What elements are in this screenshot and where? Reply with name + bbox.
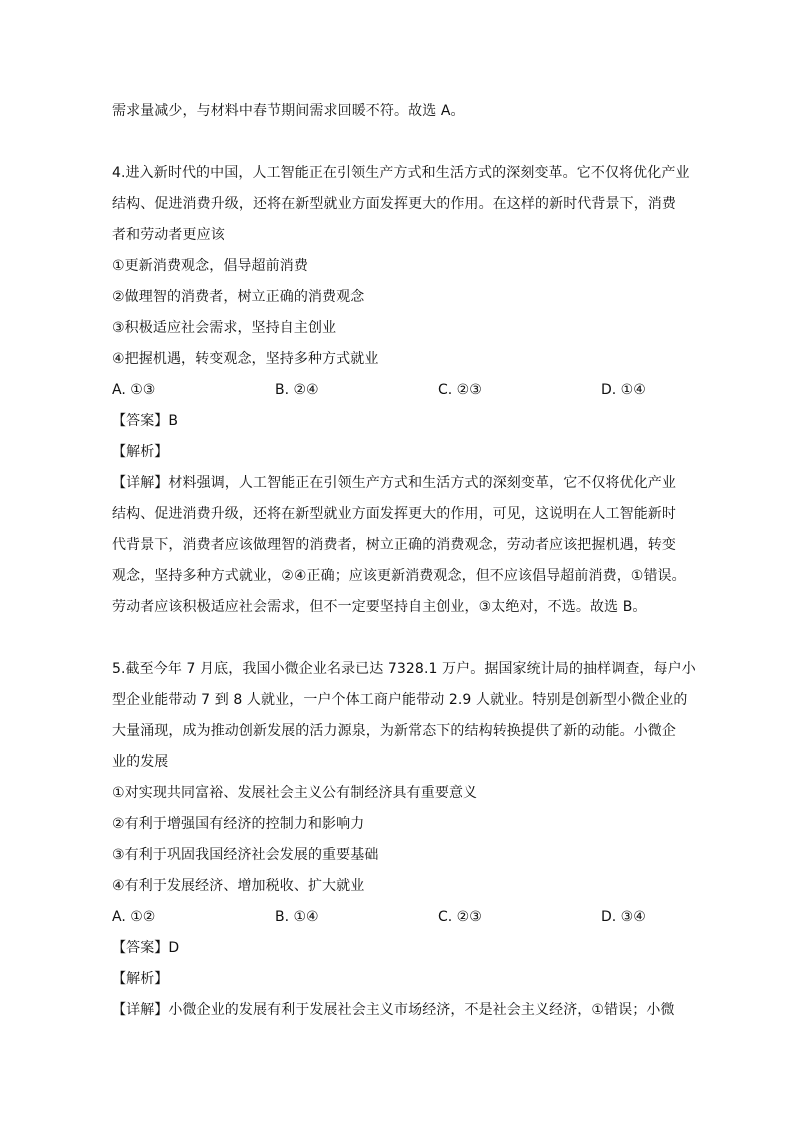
question-4-answer: 【答案】B (112, 413, 179, 429)
question-4 (112, 158, 690, 623)
question-5 (112, 654, 696, 1026)
question-4-detail-line-3: 代背景下，消费者应该做理智的消费者，树立正确的消费观念，劳动者应该把握机遇，转变 (112, 537, 676, 553)
question-5-statement-4: ④有利于发展经济、增加税收、扩大就业 (112, 878, 365, 894)
question-5-option-d: D. ③④ (601, 909, 646, 925)
question-4-stem-line-2: 结构、促进消费升级，还将在新型就业方面发挥更大的作用。在这样的新时代背景下，消费 (112, 196, 676, 212)
question-4-analysis-label: 【解析】 (112, 444, 169, 460)
question-4-detail-line-4: 观念，坚持多种方式就业，②④正确；应该更新消费观念，但不应该倡导超前消费，①错误。 (112, 568, 686, 584)
previous-answer-tail: 需求量减少，与材料中春节期间需求回暖不符。故选 A。 (112, 103, 465, 119)
document-page (112, 96, 696, 1026)
question-4-statement-3: ③积极适应社会需求，坚持自主创业 (112, 320, 337, 336)
question-4-detail-line-2: 结构、促进消费升级，还将在新型就业方面发挥更大的作用，可见，这说明在人工智能新时 (112, 506, 676, 522)
question-4-statement-1: ①更新消费观念，倡导超前消费 (112, 258, 308, 274)
question-5-stem-line-3: 大量涌现，成为推动创新发展的活力源泉，为新常态下的结构转换提供了新的动能。小微企 (112, 723, 676, 739)
question-4-statement-4: ④把握机遇，转变观念，坚持多种方式就业 (112, 351, 379, 367)
question-4-detail-line-1: 【详解】材料强调，人工智能正在引领生产方式和生活方式的深刻变革，它不仅将优化产业 (112, 475, 676, 491)
question-5-statement-3: ③有利于巩固我国经济社会发展的重要基础 (112, 847, 379, 863)
question-4-option-d: D. ①④ (601, 382, 646, 398)
question-4-option-c: C. ②③ (438, 382, 482, 398)
question-4-stem-line-1: 4.进入新时代的中国，人工智能正在引领生产方式和生活方式的深刻变革。它不仅将优化产业 (112, 165, 690, 181)
question-5-options (112, 902, 684, 933)
question-5-statement-1: ①对实现共同富裕、发展社会主义公有制经济具有重要意义 (112, 785, 478, 801)
question-5-option-b: B. ①④ (275, 909, 319, 925)
question-5-stem-line-1: 5.截至今年 7 月底，我国小微企业名录已达 7328.1 万户。据国家统计局的抽样调查，每户小 (112, 661, 696, 677)
question-5-option-a: A. ①② (112, 909, 156, 925)
spacer (112, 127, 684, 158)
question-5-option-c: C. ②③ (438, 909, 482, 925)
question-4-detail-line-5: 劳动者应该积极适应社会需求，但不一定要坚持自主创业，③太绝对，不选。故选 B。 (112, 599, 647, 615)
question-4-option-b: B. ②④ (275, 382, 319, 398)
question-4-statement-2: ②做理智的消费者，树立正确的消费观念 (112, 289, 365, 305)
question-5-statement-2: ②有利于增强国有经济的控制力和影响力 (112, 816, 365, 832)
question-4-stem-line-3: 者和劳动者更应该 (112, 227, 225, 243)
question-5-answer: 【答案】D (112, 940, 180, 956)
question-5-stem-line-2: 型企业能带动 7 到 8 人就业，一户个体工商户能带动 2.9 人就业。特别是创新型小微企业的 (112, 692, 688, 708)
question-5-analysis-label: 【解析】 (112, 971, 169, 987)
question-4-option-a: A. ①③ (112, 382, 156, 398)
question-5-detail-line-1: 【详解】小微企业的发展有利于发展社会主义市场经济，不是社会主义经济，①错误；小微 (112, 1002, 675, 1018)
spacer (112, 623, 684, 654)
question-5-stem-line-4: 业的发展 (112, 754, 169, 770)
question-4-options (112, 375, 684, 406)
